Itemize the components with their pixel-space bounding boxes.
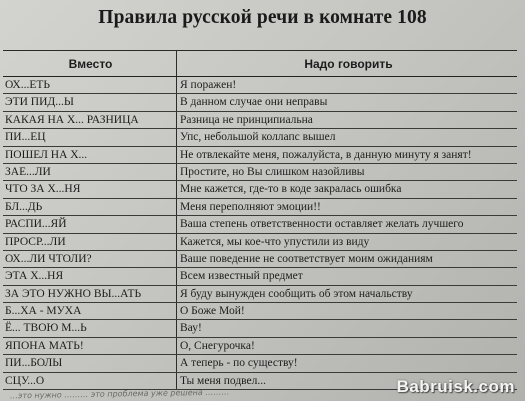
- table-row: [3, 268, 517, 285]
- table-row: [3, 77, 517, 94]
- polite-phrase: Я поражен!: [180, 79, 237, 91]
- table-row: [3, 181, 517, 198]
- polite-phrase: В данном случае они неправы: [180, 96, 328, 109]
- polite-phrase: Мне кажется, где-то в коде закралась ошибка: [180, 183, 402, 196]
- header-should-say: Надо говорить: [304, 57, 393, 71]
- table-row: [3, 234, 517, 251]
- instead-phrase: ЭТИ ПИД...Ы: [3, 94, 177, 110]
- instead-phrase: БЛ...ДЬ: [3, 199, 177, 215]
- instead-phrase: ОХ...ЕТЬ: [3, 77, 177, 93]
- handwritten-note: …это нужно ……… это проблема уже решена ………: [9, 387, 230, 401]
- instead-phrase: ПРОСР...ЛИ: [3, 234, 177, 250]
- polite-phrase: А теперь - по существу!: [180, 357, 298, 370]
- instead-phrase: РАСПИ...ЯЙ: [3, 216, 177, 232]
- polite-phrase: О Боже Мой!: [180, 305, 245, 318]
- instead-phrase: ЭТА Х...НЯ: [3, 268, 177, 284]
- polite-phrase: Меня переполняют эмоции!!: [180, 200, 321, 213]
- instead-phrase: ПОШЕЛ НА Х...: [3, 147, 177, 163]
- instead-phrase: ЗА ЭТО НУЖНО ВЫ...АТЬ: [3, 286, 177, 302]
- polite-phrase: Ты меня подвел...: [180, 374, 267, 387]
- polite-phrase: Не отвлекайте меня, пожалуйста, в данную минуту я занят!: [180, 148, 472, 161]
- instead-phrase: Ё... ТВОЮ М...Ь: [3, 320, 177, 336]
- table-header-row: [3, 51, 517, 77]
- instead-phrase: СЦУ...О: [3, 373, 177, 389]
- table-row: [3, 303, 517, 320]
- table-body: [3, 77, 517, 390]
- polite-phrase: Разница не принципиальна: [180, 113, 313, 126]
- table-row: [3, 147, 517, 164]
- table-row: [3, 112, 517, 129]
- table-row: [3, 199, 517, 216]
- table-row: [3, 320, 517, 337]
- instead-phrase: ПИ...БОЛЫ: [3, 355, 177, 371]
- instead-phrase: ЧТО ЗА Х...НЯ: [3, 181, 177, 197]
- document-title: Правила русской речи в комнате 108: [98, 7, 427, 28]
- instead-phrase: ЯПОНА МАТЬ!: [3, 338, 177, 354]
- polite-phrase: Ваше поведение не соответствует моим ожиданиям: [180, 252, 433, 265]
- polite-phrase: Вау!: [180, 322, 202, 335]
- table-row: [3, 338, 517, 355]
- header-instead: Вместо: [3, 51, 177, 76]
- polite-phrase: Кажется, мы кое-что упустили из виду: [180, 235, 370, 248]
- polite-phrase: Простите, но Вы слишком назойливы: [180, 165, 365, 178]
- polite-phrase: О, Снегурочка!: [180, 339, 255, 352]
- polite-phrase: Ваша степень ответственности оставляет желать лучшего: [180, 218, 464, 231]
- instead-phrase: КАКАЯ НА Х... РАЗНИЦА: [3, 112, 177, 128]
- table-row: [3, 164, 517, 181]
- table-row: [3, 94, 517, 111]
- table-row: [3, 129, 517, 146]
- table-row: [3, 251, 517, 268]
- table-row: [3, 286, 517, 303]
- rules-table: [3, 50, 517, 390]
- polite-phrase: Я буду вынужден сообщить об этом начальству: [180, 287, 413, 300]
- polite-phrase: Упс, небольшой коллапс вышел: [180, 131, 336, 144]
- instead-phrase: ОХ...ЛИ ЧТОЛИ?: [3, 251, 177, 267]
- table-row: [3, 355, 517, 372]
- polite-phrase: Всем известный предмет: [180, 270, 303, 283]
- table-row: [3, 216, 517, 233]
- watermark-logo: Babruisk.com: [396, 377, 515, 396]
- instead-phrase: ЗАЕ...ЛИ: [3, 164, 177, 180]
- instead-phrase: Б...ХА - МУХА: [3, 303, 177, 319]
- instead-phrase: ПИ...ЕЦ: [3, 129, 177, 145]
